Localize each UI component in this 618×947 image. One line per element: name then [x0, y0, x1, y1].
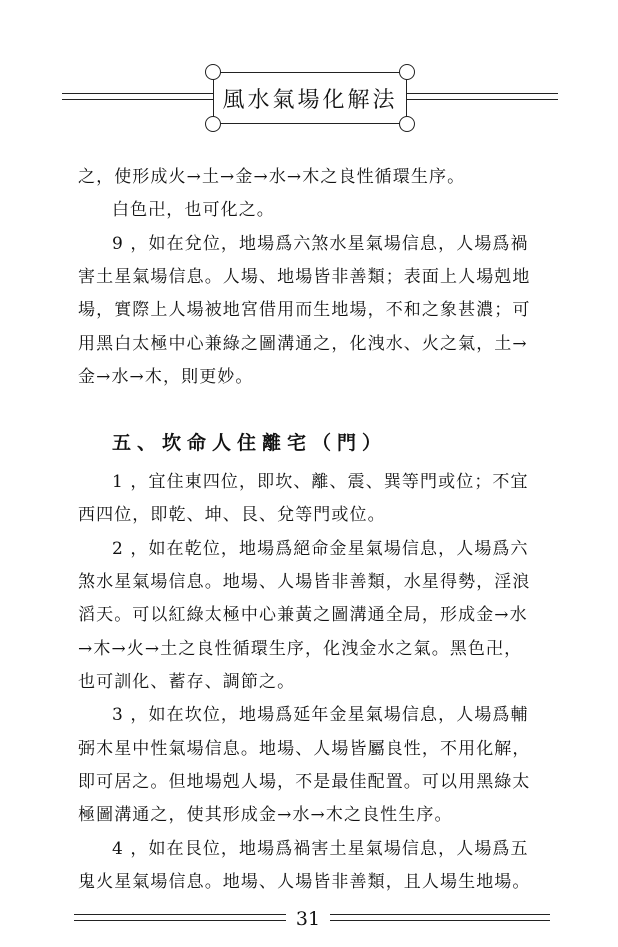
text-line: 也可訓化、蓄存、調節之。	[78, 672, 296, 692]
text-line: 極圖溝通之，使其形成金→水→木之良性生序。	[78, 805, 453, 825]
text-line: 煞水星氣場信息。地場、人場皆非善類，水星得勢，淫浪	[78, 572, 531, 592]
footer-rule-left-bottom	[74, 920, 286, 921]
text-line: 之，使形成火→土→金→水→木之良性循環生序。	[78, 167, 466, 187]
text-line: 害土星氣場信息。人場、地場皆非善類；表面上人場剋地	[78, 267, 531, 287]
text-line: 白色卍，也可化之。	[112, 200, 275, 220]
scroll-curl-icon	[399, 64, 415, 80]
text-line: 4 ，如在艮位，地場爲禍害土星氣場信息，人場爲五	[112, 839, 529, 859]
page-number: 31	[295, 908, 321, 930]
text-line: 金→水→木，則更妙。	[78, 367, 254, 387]
text-line: 1 ，宜住東四位，即坎、離、震、巽等門或位；不宜	[112, 472, 529, 492]
text-line: 3 ，如在坎位，地場爲延年金星氣場信息，人場爲輔	[112, 705, 529, 725]
footer-rule-right-top	[330, 914, 550, 915]
text-line: 用黑白太極中心兼綠之圖溝通之，化洩水、火之氣，土→	[78, 334, 528, 354]
header-rule-left-bottom	[62, 99, 213, 100]
text-line: 滔天。可以紅綠太極中心兼黃之圖溝通全局，形成金→水	[78, 605, 528, 625]
header-banner	[213, 72, 407, 124]
header-rule-right-bottom	[407, 99, 558, 100]
text-line: 2 ，如在乾位，地場爲絕命金星氣場信息，人場爲六	[112, 539, 529, 559]
text-line: →木→火→土之良性循環生序，化洩金水之氣。黑色卍，	[78, 639, 523, 659]
text-line: 鬼火星氣場信息。地場、人場皆非善類，且人場生地場。	[78, 872, 531, 892]
text-line: 西四位，即乾、坤、艮、兌等門或位。	[78, 505, 386, 525]
header-rule-right-top	[407, 93, 558, 94]
text-line: 場，實際上人場被地宮借用而生地場，不和之象甚濃；可	[78, 300, 531, 320]
scroll-curl-icon	[399, 116, 415, 132]
scroll-curl-icon	[205, 64, 221, 80]
section-heading: 五、坎命人住離宅（門）	[112, 432, 388, 454]
text-line: 弼木星中性氣場信息。地場、人場皆屬良性，不用化解，	[78, 739, 531, 759]
footer-rule-right-bottom	[330, 920, 550, 921]
header-rule-left-top	[62, 93, 213, 94]
text-line: 即可居之。但地場剋人場，不是最佳配置。可以用黑綠太	[78, 772, 531, 792]
scroll-curl-icon	[205, 116, 221, 132]
text-line: 9 ，如在兌位，地場爲六煞水星氣場信息，人場爲禍	[112, 234, 529, 254]
header-title: 風水氣場化解法	[222, 88, 398, 113]
footer-rule-left-top	[74, 914, 286, 915]
